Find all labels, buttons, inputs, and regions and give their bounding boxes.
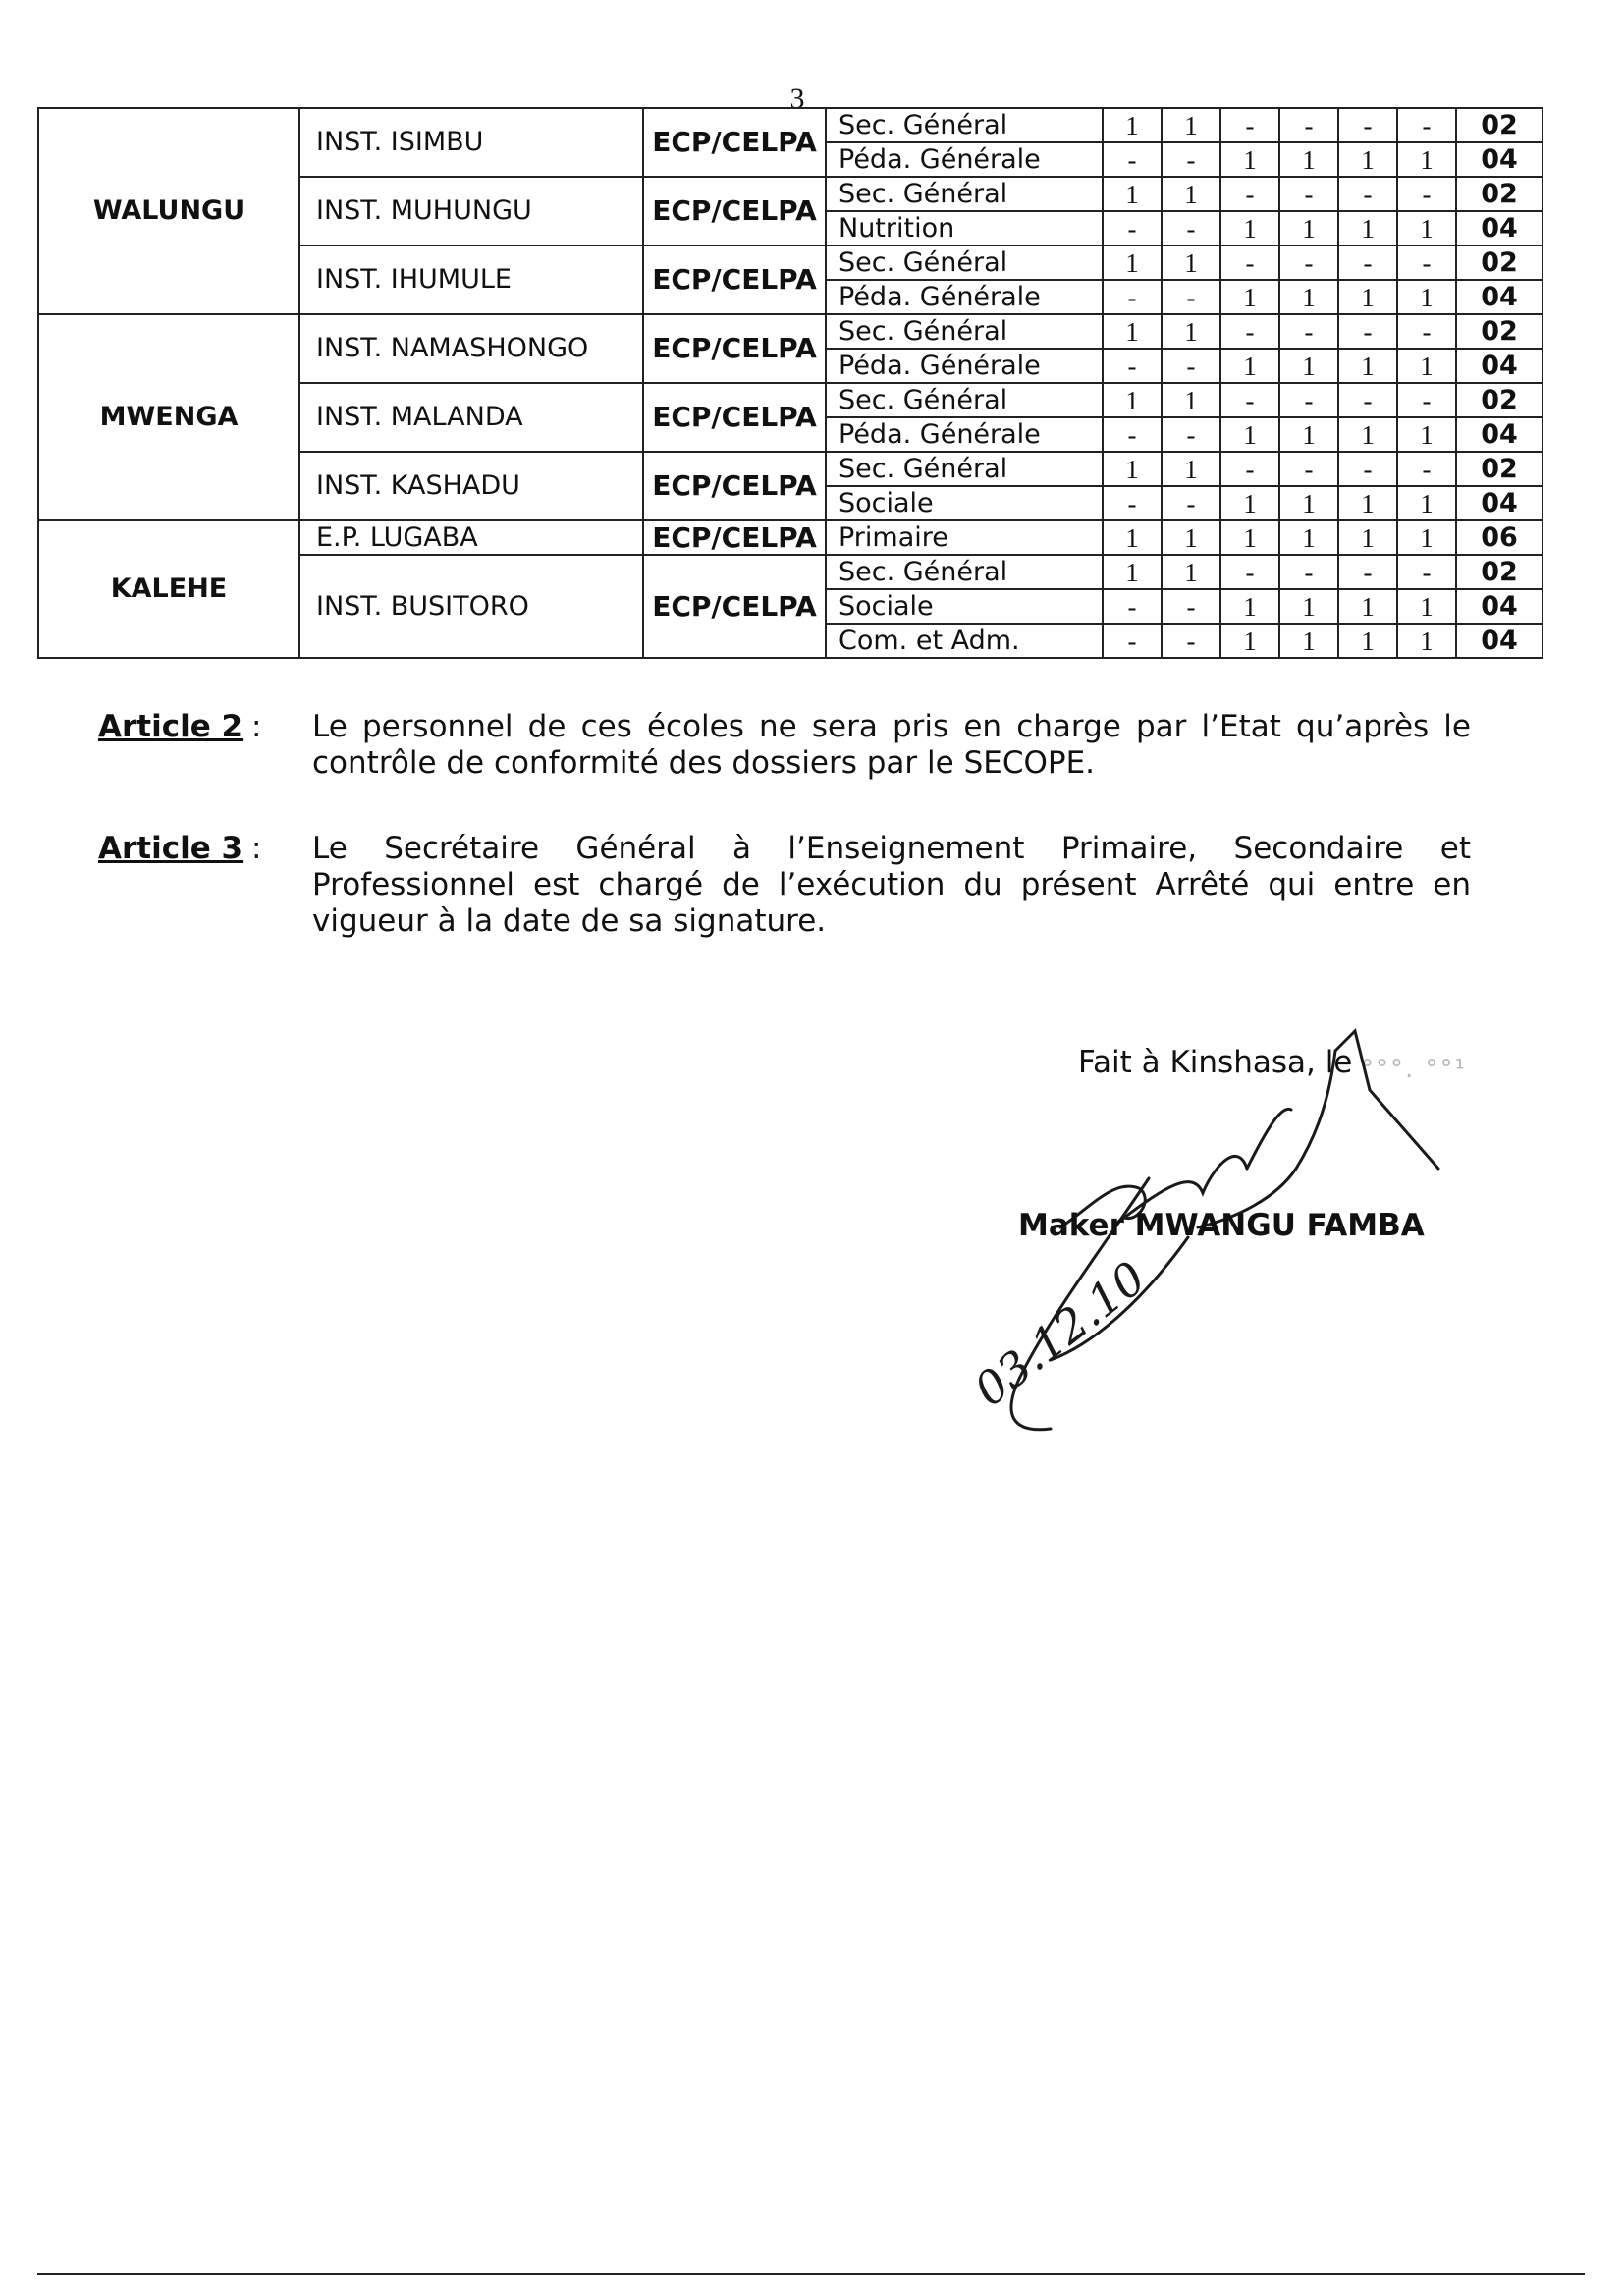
class-count-cell: 1 [1397,486,1456,520]
class-count-cell: - [1103,349,1162,383]
class-count-cell: - [1338,452,1397,486]
class-count-cell: 1 [1162,520,1220,555]
class-count-cell: 1 [1279,211,1338,245]
class-count-cell: - [1279,314,1338,349]
class-count-cell: - [1397,452,1456,486]
total-cell: 04 [1456,211,1543,245]
school-name-cell: INST. MALANDA [299,383,643,452]
school-name-cell: INST. NAMASHONGO [299,314,643,383]
class-count-cell: 1 [1338,417,1397,452]
class-count-cell: 1 [1279,486,1338,520]
region-cell: MWENGA [38,314,299,520]
class-count-cell: 1 [1338,520,1397,555]
signatory-name: Maker MWANGU FAMBA [1018,1208,1425,1243]
class-count-cell: 1 [1279,589,1338,624]
class-count-cell: - [1162,589,1220,624]
class-count-cell: 1 [1103,555,1162,589]
class-count-cell: 1 [1220,211,1279,245]
total-cell: 02 [1456,383,1543,417]
section-cell: Sec. Général [826,383,1103,417]
class-count-cell: 1 [1397,349,1456,383]
region-cell: KALEHE [38,520,299,658]
class-count-cell: - [1220,245,1279,280]
class-count-cell: - [1220,108,1279,142]
school-type-cell: ECP/CELPA [643,108,826,177]
class-count-cell: 1 [1220,349,1279,383]
class-count-cell: 1 [1162,314,1220,349]
class-count-cell: - [1338,383,1397,417]
class-count-cell: 1 [1279,520,1338,555]
handwritten-date: 03.12.10 [964,1250,1156,1417]
class-count-cell: - [1397,245,1456,280]
school-type-cell: ECP/CELPA [643,245,826,314]
class-count-cell: 1 [1103,314,1162,349]
total-cell: 04 [1456,417,1543,452]
class-count-cell: - [1397,177,1456,211]
class-count-cell: - [1103,280,1162,314]
class-count-cell: 1 [1162,452,1220,486]
class-count-cell: 1 [1220,520,1279,555]
class-count-cell: 1 [1338,280,1397,314]
article-2-colon: : [251,709,262,744]
class-count-cell: - [1397,314,1456,349]
section-cell: Péda. Générale [826,417,1103,452]
school-name-cell: E.P. LUGABA [299,520,643,555]
section-cell: Sociale [826,589,1103,624]
class-count-cell: - [1279,555,1338,589]
section-cell: Péda. Générale [826,349,1103,383]
section-cell: Sec. Général [826,245,1103,280]
class-count-cell: 1 [1103,245,1162,280]
class-count-cell: - [1220,383,1279,417]
class-count-cell: - [1397,383,1456,417]
total-cell: 04 [1456,624,1543,658]
school-name-cell: INST. KASHADU [299,452,643,520]
total-cell: 02 [1456,314,1543,349]
class-count-cell: - [1162,280,1220,314]
total-cell: 04 [1456,589,1543,624]
class-count-cell: 1 [1279,349,1338,383]
school-name-cell: INST. IHUMULE [299,245,643,314]
total-cell: 04 [1456,280,1543,314]
class-count-cell: - [1103,211,1162,245]
class-count-cell: 1 [1162,177,1220,211]
place-and-date-line: Fait à Kinshasa, le [1078,1045,1353,1080]
class-count-cell: - [1338,108,1397,142]
class-count-cell: - [1397,108,1456,142]
class-count-cell: 1 [1338,486,1397,520]
class-count-cell: 1 [1220,624,1279,658]
class-count-cell: 1 [1220,280,1279,314]
article-2-label: Article 2 [98,709,244,744]
schools-table [37,107,1543,659]
school-type-cell: ECP/CELPA [643,177,826,245]
class-count-cell: - [1220,555,1279,589]
class-count-cell: - [1220,177,1279,211]
class-count-cell: 1 [1338,624,1397,658]
faded-stamp-date: °°°. °°¹ [1361,1055,1467,1084]
class-count-cell: 1 [1397,417,1456,452]
class-count-cell: 1 [1103,177,1162,211]
class-count-cell: - [1279,452,1338,486]
class-count-cell: 1 [1162,108,1220,142]
total-cell: 02 [1456,555,1543,589]
class-count-cell: - [1279,177,1338,211]
section-cell: Sociale [826,486,1103,520]
class-count-cell: 1 [1162,383,1220,417]
total-cell: 04 [1456,142,1543,177]
class-count-cell: 1 [1397,211,1456,245]
section-cell: Sec. Général [826,452,1103,486]
class-count-cell: 1 [1279,417,1338,452]
class-count-cell: 1 [1279,142,1338,177]
class-count-cell: 1 [1397,589,1456,624]
section-cell: Sec. Général [826,555,1103,589]
school-type-cell: ECP/CELPA [643,452,826,520]
region-cell: WALUNGU [38,108,299,314]
class-count-cell: 1 [1338,589,1397,624]
table-row [38,108,1543,142]
total-cell: 04 [1456,349,1543,383]
section-cell: Com. et Adm. [826,624,1103,658]
class-count-cell: - [1162,624,1220,658]
class-count-cell: - [1338,245,1397,280]
section-cell: Péda. Générale [826,280,1103,314]
school-name-cell: INST. BUSITORO [299,555,643,658]
class-count-cell: - [1338,555,1397,589]
class-count-cell: 1 [1103,383,1162,417]
class-count-cell: - [1162,142,1220,177]
class-count-cell: - [1220,314,1279,349]
class-count-cell: 1 [1103,520,1162,555]
school-name-cell: INST. MUHUNGU [299,177,643,245]
class-count-cell: - [1162,486,1220,520]
class-count-cell: - [1162,417,1220,452]
section-cell: Nutrition [826,211,1103,245]
table-row [38,314,1543,349]
class-count-cell: 1 [1397,520,1456,555]
class-count-cell: - [1279,383,1338,417]
total-cell: 06 [1456,520,1543,555]
class-count-cell: 1 [1397,280,1456,314]
article-3-label: Article 3 [98,831,244,866]
school-type-cell: ECP/CELPA [643,555,826,658]
class-count-cell: 1 [1338,211,1397,245]
section-cell: Primaire [826,520,1103,555]
class-count-cell: - [1220,452,1279,486]
class-count-cell: 1 [1220,417,1279,452]
class-count-cell: 1 [1338,142,1397,177]
class-count-cell: - [1279,108,1338,142]
handwritten-signature [943,1021,1453,1473]
class-count-cell: - [1103,486,1162,520]
class-count-cell: 1 [1279,624,1338,658]
class-count-cell: - [1103,589,1162,624]
total-cell: 04 [1456,486,1543,520]
class-count-cell: 1 [1103,108,1162,142]
class-count-cell: - [1279,245,1338,280]
class-count-cell: 1 [1397,624,1456,658]
class-count-cell: 1 [1220,142,1279,177]
class-count-cell: 1 [1338,349,1397,383]
class-count-cell: - [1338,314,1397,349]
class-count-cell: 1 [1103,452,1162,486]
class-count-cell: - [1103,142,1162,177]
school-name-cell: INST. ISIMBU [299,108,643,177]
table-row [38,520,1543,555]
section-cell: Sec. Général [826,314,1103,349]
class-count-cell: 1 [1279,280,1338,314]
school-type-cell: ECP/CELPA [643,383,826,452]
class-count-cell: - [1338,177,1397,211]
class-count-cell: 1 [1397,142,1456,177]
total-cell: 02 [1456,452,1543,486]
school-type-cell: ECP/CELPA [643,314,826,383]
class-count-cell: 1 [1162,555,1220,589]
section-cell: Sec. Général [826,177,1103,211]
page-number: 3 [789,82,805,115]
footer-rule [37,2273,1585,2275]
class-count-cell: 1 [1220,486,1279,520]
article-3-colon: : [251,831,262,866]
article-3-text: Le Secrétaire Général à l’Enseignement Primaire, Secondaire et Professionnel est chargé de l’exécution du présent Arrêté qui entre en vigueur à la date de sa signature. [312,831,1471,939]
class-count-cell: - [1162,211,1220,245]
section-cell: Péda. Générale [826,142,1103,177]
class-count-cell: - [1103,624,1162,658]
article-2-text: Le personnel de ces écoles ne sera pris en charge par l’Etat qu’après le contrôle de conformité des dossiers par le SECOPE. [312,709,1471,781]
school-type-cell: ECP/CELPA [643,520,826,555]
class-count-cell: - [1103,417,1162,452]
class-count-cell: - [1162,349,1220,383]
section-cell: Sec. Général [826,108,1103,142]
total-cell: 02 [1456,177,1543,211]
class-count-cell: - [1397,555,1456,589]
total-cell: 02 [1456,108,1543,142]
class-count-cell: 1 [1162,245,1220,280]
class-count-cell: 1 [1220,589,1279,624]
total-cell: 02 [1456,245,1543,280]
